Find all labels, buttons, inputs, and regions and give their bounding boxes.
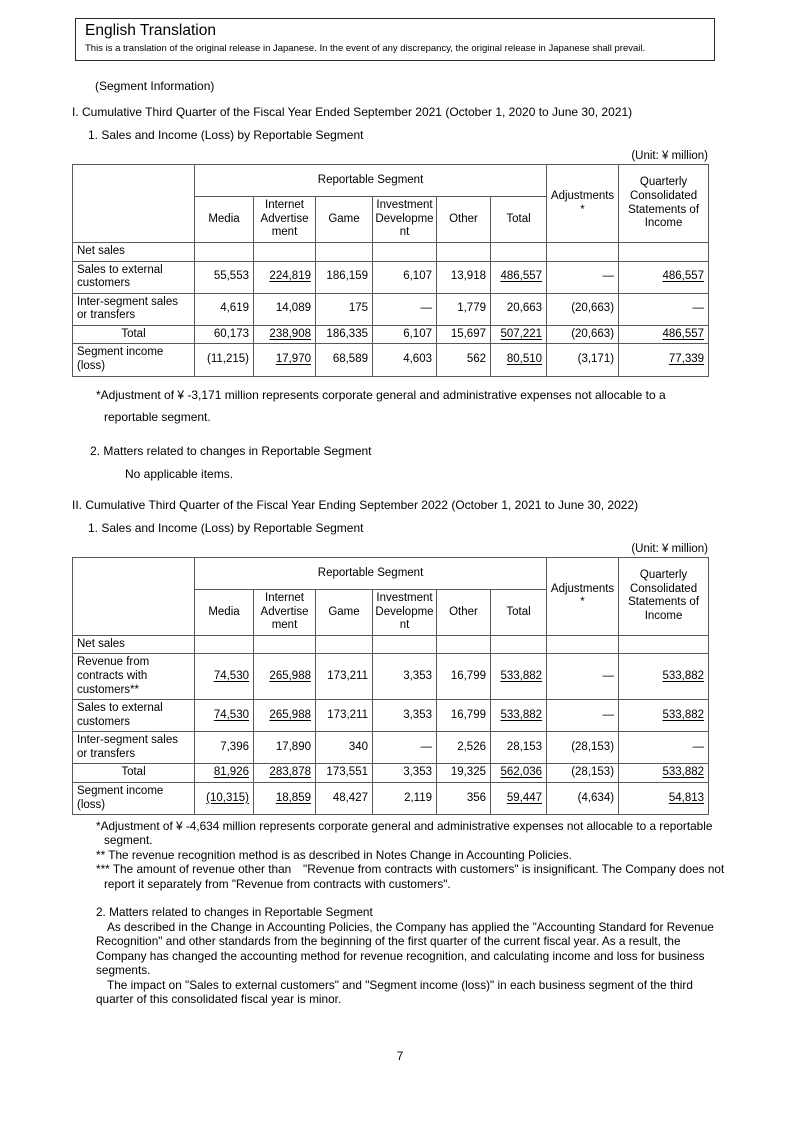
- col-header-other: Other: [437, 589, 491, 635]
- value-cell: 2,119: [373, 782, 437, 814]
- value-cell: 2,526: [437, 732, 491, 764]
- value-cell: 186,159: [316, 261, 373, 293]
- value-cell: (11,215): [195, 344, 254, 376]
- col-header-internet-advertisement: Internet Advertisement: [254, 589, 316, 635]
- part2-heading: II. Cumulative Third Quarter of the Fiscal Year Ending September 2022 (October 1, 2021 to June 30, 2022): [72, 497, 639, 512]
- col-header-investment-development: Investment Development: [373, 197, 437, 243]
- unit-label-2: (Unit: ¥ million): [631, 542, 708, 555]
- table-row-revenue-contracts: [73, 654, 709, 700]
- value-cell: 238,908: [254, 325, 316, 344]
- value-cell: 15,697: [437, 325, 491, 344]
- empty-cell: [195, 243, 254, 262]
- empty-cell: [316, 243, 373, 262]
- table-row-net-sales: [73, 635, 709, 654]
- value-cell: 533,882: [619, 764, 709, 783]
- value-cell: 562,036: [491, 764, 547, 783]
- value-cell: 3,353: [373, 654, 437, 700]
- value-cell: 18,859: [254, 782, 316, 814]
- value-cell: 74,530: [195, 700, 254, 732]
- table-row-total: [73, 764, 709, 783]
- row-label-total: Total: [73, 325, 195, 344]
- col-header-total: Total: [491, 197, 547, 243]
- part2-matters-paragraph-2: The impact on "Sales to external customers" and "Segment income (loss)" in each business segment of the third quarter of this consolidated fiscal year is minor.: [96, 977, 693, 1006]
- value-cell: (28,153): [547, 764, 619, 783]
- value-cell: 55,553: [195, 261, 254, 293]
- value-cell: 54,813: [619, 782, 709, 814]
- adjustments-header: Adjustments*: [547, 557, 619, 635]
- table-row-segment-income: [73, 782, 709, 814]
- part2-matters-heading: 2. Matters related to changes in Reportable Segment: [96, 905, 373, 920]
- page-number: 7: [396, 1049, 404, 1063]
- quarterly-consolidated-header: Quarterly Consolidated Statements of Income: [619, 165, 709, 243]
- value-cell: 356: [437, 782, 491, 814]
- table1-footnote: *Adjustment of ¥ -3,171 million represents corporate general and administrative expenses not allocable to a reportable segment.: [96, 387, 666, 424]
- reportable-segment-header: Reportable Segment: [195, 165, 547, 197]
- row-label-net-sales: Net sales: [73, 635, 195, 654]
- row-label-net-sales: Net sales: [73, 243, 195, 262]
- corner-cell: [73, 557, 195, 635]
- adjustments-header: Adjustments*: [547, 165, 619, 243]
- value-cell: 81,926: [195, 764, 254, 783]
- value-cell: 6,107: [373, 325, 437, 344]
- table2-footnotes: [96, 819, 730, 891]
- value-cell: (20,663): [547, 325, 619, 344]
- value-cell: 74,530: [195, 654, 254, 700]
- col-header-total: Total: [491, 589, 547, 635]
- col-header-other: Other: [437, 197, 491, 243]
- value-cell: 19,325: [437, 764, 491, 783]
- empty-cell: [547, 635, 619, 654]
- value-cell: 173,551: [316, 764, 373, 783]
- col-header-media: Media: [195, 589, 254, 635]
- value-cell: 7,396: [195, 732, 254, 764]
- banner-note: This is a translation of the original release in Japanese. In the event of any discrepancy, the original release in Japanese shall prevail.: [85, 43, 646, 54]
- value-cell: 533,882: [491, 654, 547, 700]
- english-translation-banner: [75, 18, 715, 61]
- value-cell: 340: [316, 732, 373, 764]
- row-label: Revenue from contracts with customers**: [73, 654, 195, 700]
- table-row-segment-income: [73, 344, 709, 376]
- empty-cell: [373, 243, 437, 262]
- part2-matters-paragraph-1: As described in the Change in Accounting Policies, the Company has applied the "Accounting Standard for Revenue Recognition" and other standards from the beginning of the first quarter of the current fiscal year. As a result, the Company has changed the accounting method for revenue recognition, and calculating income and loss for business segments.: [96, 920, 714, 978]
- value-cell: —: [619, 732, 709, 764]
- col-header-internet-advertisement: Internet Advertisement: [254, 197, 316, 243]
- empty-cell: [437, 635, 491, 654]
- value-cell: 80,510: [491, 344, 547, 376]
- value-cell: —: [547, 654, 619, 700]
- value-cell: (3,171): [547, 344, 619, 376]
- empty-cell: [254, 243, 316, 262]
- part2-sub1-heading: 1. Sales and Income (Loss) by Reportable Segment: [88, 520, 364, 535]
- value-cell: (20,663): [547, 293, 619, 325]
- table-row-total: [73, 325, 709, 344]
- table2-footnote-3: *** The amount of revenue other than "Revenue from contracts with customers" is insignificant. The Company does not report it separately from "Revenue from contracts with customers".: [96, 862, 725, 891]
- value-cell: 4,619: [195, 293, 254, 325]
- value-cell: 13,918: [437, 261, 491, 293]
- value-cell: 173,211: [316, 654, 373, 700]
- table2-header-row-1: [73, 557, 709, 589]
- row-label-segment-income: Segment income (loss): [73, 344, 195, 376]
- value-cell: 533,882: [619, 654, 709, 700]
- table2-footnote-2: ** The revenue recognition method is as described in Notes Change in Accounting Policies.: [96, 847, 572, 862]
- table1-header-row-1: [73, 165, 709, 197]
- table2-footnote-1: *Adjustment of ¥ -4,634 million represents corporate general and administrative expenses not allocable to a reportable segment.: [96, 819, 713, 848]
- value-cell: 16,799: [437, 700, 491, 732]
- quarterly-consolidated-header: Quarterly Consolidated Statements of Income: [619, 557, 709, 635]
- value-cell: 265,988: [254, 700, 316, 732]
- part1-matters-body: No applicable items.: [125, 466, 234, 481]
- empty-cell: [491, 635, 547, 654]
- empty-cell: [619, 635, 709, 654]
- value-cell: 175: [316, 293, 373, 325]
- reportable-segment-header: Reportable Segment: [195, 557, 547, 589]
- value-cell: 3,353: [373, 700, 437, 732]
- col-header-investment-development: Investment Development: [373, 589, 437, 635]
- empty-cell: [619, 243, 709, 262]
- col-header-game: Game: [316, 589, 373, 635]
- value-cell: 507,221: [491, 325, 547, 344]
- row-label: Sales to external customers: [73, 261, 195, 293]
- value-cell: 68,589: [316, 344, 373, 376]
- value-cell: (4,634): [547, 782, 619, 814]
- row-label: Sales to external customers: [73, 700, 195, 732]
- value-cell: 1,779: [437, 293, 491, 325]
- value-cell: 265,988: [254, 654, 316, 700]
- segment-table-fy2022: [72, 557, 709, 815]
- banner-title: English Translation: [85, 22, 216, 39]
- value-cell: —: [373, 732, 437, 764]
- col-header-media: Media: [195, 197, 254, 243]
- value-cell: 60,173: [195, 325, 254, 344]
- col-header-game: Game: [316, 197, 373, 243]
- value-cell: 224,819: [254, 261, 316, 293]
- unit-label-1: (Unit: ¥ million): [631, 150, 708, 162]
- value-cell: 186,335: [316, 325, 373, 344]
- empty-cell: [491, 243, 547, 262]
- segment-table-fy2021: [72, 164, 709, 377]
- value-cell: —: [373, 293, 437, 325]
- value-cell: 77,339: [619, 344, 709, 376]
- empty-cell: [195, 635, 254, 654]
- row-label-total: Total: [73, 764, 195, 783]
- value-cell: 17,890: [254, 732, 316, 764]
- empty-cell: [437, 243, 491, 262]
- row-label-segment-income: Segment income (loss): [73, 782, 195, 814]
- value-cell: 14,089: [254, 293, 316, 325]
- value-cell: 562: [437, 344, 491, 376]
- value-cell: (28,153): [547, 732, 619, 764]
- corner-cell: [73, 165, 195, 243]
- part2-matters-body: [96, 920, 728, 1006]
- value-cell: 533,882: [619, 700, 709, 732]
- table-row-net-sales: [73, 243, 709, 262]
- row-label: Inter-segment sales or transfers: [73, 293, 195, 325]
- value-cell: 59,447: [491, 782, 547, 814]
- value-cell: 17,970: [254, 344, 316, 376]
- table-row-intersegment: [73, 732, 709, 764]
- table-row-intersegment: [73, 293, 709, 325]
- value-cell: 20,663: [491, 293, 547, 325]
- table-row-sales-external: [73, 700, 709, 732]
- part1-matters-heading: 2. Matters related to changes in Reportable Segment: [90, 443, 372, 458]
- table-row-sales-external: [73, 261, 709, 293]
- value-cell: 283,878: [254, 764, 316, 783]
- value-cell: —: [619, 293, 709, 325]
- value-cell: (10,315): [195, 782, 254, 814]
- empty-cell: [316, 635, 373, 654]
- row-label: Inter-segment sales or transfers: [73, 732, 195, 764]
- value-cell: 3,353: [373, 764, 437, 783]
- empty-cell: [547, 243, 619, 262]
- part1-heading: I. Cumulative Third Quarter of the Fiscal Year Ended September 2021 (October 1, 2020 to June 30, 2021): [72, 105, 633, 119]
- empty-cell: [254, 635, 316, 654]
- value-cell: 173,211: [316, 700, 373, 732]
- value-cell: 533,882: [491, 700, 547, 732]
- value-cell: 28,153: [491, 732, 547, 764]
- segment-information-heading: (Segment Information): [95, 79, 215, 93]
- value-cell: 486,557: [619, 325, 709, 344]
- value-cell: —: [547, 700, 619, 732]
- value-cell: 4,603: [373, 344, 437, 376]
- value-cell: —: [547, 261, 619, 293]
- part1-sub1-heading: 1. Sales and Income (Loss) by Reportable Segment: [88, 128, 364, 142]
- value-cell: 486,557: [619, 261, 709, 293]
- value-cell: 48,427: [316, 782, 373, 814]
- value-cell: 6,107: [373, 261, 437, 293]
- value-cell: 486,557: [491, 261, 547, 293]
- value-cell: 16,799: [437, 654, 491, 700]
- empty-cell: [373, 635, 437, 654]
